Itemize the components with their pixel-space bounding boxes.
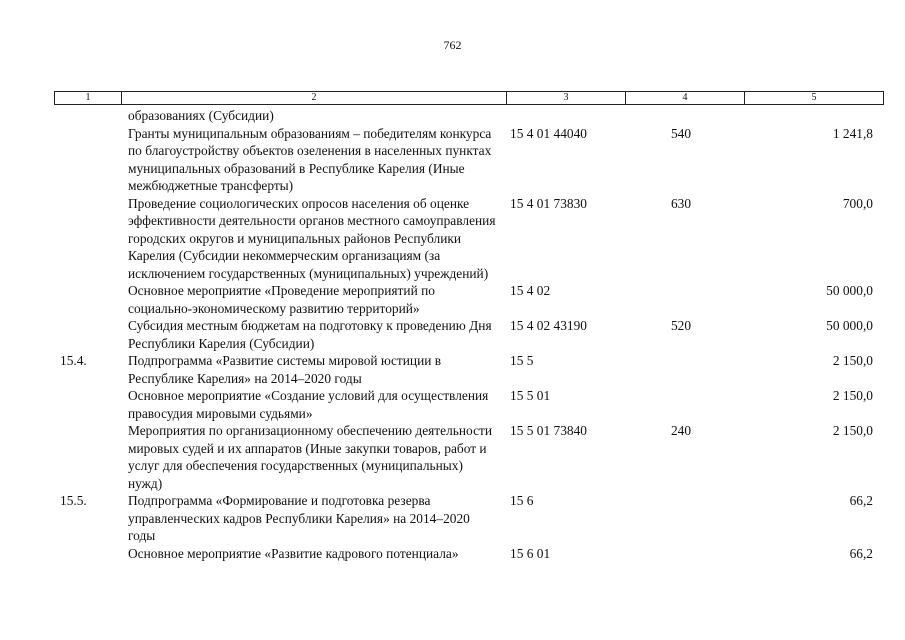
row-sum bbox=[740, 107, 878, 125]
row-code: 15 6 01 bbox=[510, 545, 551, 561]
row-expense-type: 540 bbox=[670, 125, 692, 141]
row-code: 15 4 02 43190 bbox=[510, 318, 587, 333]
row-name: Субсидия местным бюджетам на подготовку к проведению Дня Республики Карелия (Субсидии) bbox=[128, 318, 492, 351]
table-row bbox=[54, 422, 880, 492]
table-body bbox=[54, 107, 880, 562]
table-row bbox=[54, 545, 880, 563]
row-sum: 1 241,8 bbox=[832, 125, 873, 141]
row-name: Проведение социологических опросов населения об оценке эффективности деятельности органов местного самоуправления городских округов и муниципальных районов Республики Карелия (Субсидии некоммерческим организациям (за исключением государственных (муниципальных) учреждений) bbox=[128, 195, 496, 281]
table-row bbox=[54, 387, 880, 422]
row-number bbox=[54, 545, 120, 563]
row-code bbox=[504, 107, 622, 125]
row-expense-type bbox=[622, 492, 740, 545]
header-col-5: 5 bbox=[745, 92, 884, 105]
row-expense-type: 520 bbox=[670, 318, 692, 333]
row-number bbox=[54, 195, 120, 283]
table-row bbox=[54, 125, 880, 195]
row-expense-type bbox=[622, 387, 740, 422]
row-expense-type bbox=[622, 282, 740, 317]
row-code: 15 6 bbox=[510, 493, 534, 508]
row-number bbox=[54, 317, 120, 352]
header-row bbox=[55, 92, 884, 105]
table-row bbox=[54, 352, 880, 387]
row-number bbox=[54, 387, 120, 422]
table-row bbox=[54, 317, 880, 352]
table-header bbox=[54, 91, 884, 105]
row-name: Мероприятия по организационному обеспечению деятельности мировых судей и их аппаратов (Иные закупки товаров, работ и услуг для обеспечения государственных (муниципальных) нужд) bbox=[128, 423, 493, 491]
row-sum: 66,2 bbox=[849, 493, 873, 508]
row-number bbox=[54, 422, 120, 492]
row-name: Основное мероприятие «Создание условий для осуществления правосудия мировыми судьями» bbox=[128, 388, 489, 421]
row-sum: 66,2 bbox=[849, 545, 873, 561]
row-name: Основное мероприятие «Проведение мероприятий по социально-экономическому развитию территорий» bbox=[128, 283, 435, 316]
row-name: образованиях (Субсидии) bbox=[128, 108, 274, 123]
row-number bbox=[54, 125, 120, 195]
row-expense-type bbox=[622, 352, 740, 387]
header-col-1: 1 bbox=[55, 92, 122, 105]
header-col-4: 4 bbox=[626, 92, 745, 105]
row-sum: 700,0 bbox=[842, 195, 873, 211]
row-sum: 50 000,0 bbox=[826, 318, 873, 333]
header-col-2: 2 bbox=[122, 92, 507, 105]
row-name: Основное мероприятие «Развитие кадрового потенциала» bbox=[128, 545, 459, 561]
table-row bbox=[54, 195, 880, 283]
header-col-3: 3 bbox=[507, 92, 626, 105]
row-code: 15 5 bbox=[510, 353, 534, 368]
row-number bbox=[54, 107, 120, 125]
row-sum: 2 150,0 bbox=[832, 388, 873, 403]
table-row bbox=[54, 492, 880, 545]
row-number: 15.5. bbox=[60, 493, 87, 508]
row-code: 15 4 01 73830 bbox=[510, 195, 587, 211]
row-sum: 2 150,0 bbox=[832, 353, 873, 368]
page-number: 762 bbox=[443, 38, 462, 52]
row-expense-type bbox=[622, 545, 740, 563]
table-row bbox=[54, 282, 880, 317]
row-name: Гранты муниципальным образованиям – победителям конкурса по благоустройству объектов озеленения в населенных пунктах муниципальных образований в Республике Карелия (Иные межбюджетные трансферты) bbox=[128, 125, 492, 193]
row-expense-type bbox=[622, 107, 740, 125]
row-number bbox=[54, 282, 120, 317]
row-expense-type: 240 bbox=[670, 423, 692, 438]
row-code: 15 5 01 bbox=[510, 388, 551, 403]
row-number: 15.4. bbox=[60, 353, 87, 368]
row-name: Подпрограмма «Формирование и подготовка резерва управленческих кадров Республики Карелия» на 2014–2020 годы bbox=[128, 493, 470, 543]
row-code: 15 4 02 bbox=[510, 283, 551, 298]
row-expense-type: 630 bbox=[670, 195, 692, 211]
row-sum: 2 150,0 bbox=[832, 423, 873, 438]
row-code: 15 4 01 44040 bbox=[510, 125, 587, 141]
row-sum: 50 000,0 bbox=[826, 283, 873, 298]
table-row bbox=[54, 107, 880, 125]
row-name: Подпрограмма «Развитие системы мировой юстиции в Республике Карелия» на 2014–2020 годы bbox=[128, 353, 442, 386]
row-code: 15 5 01 73840 bbox=[510, 423, 587, 438]
